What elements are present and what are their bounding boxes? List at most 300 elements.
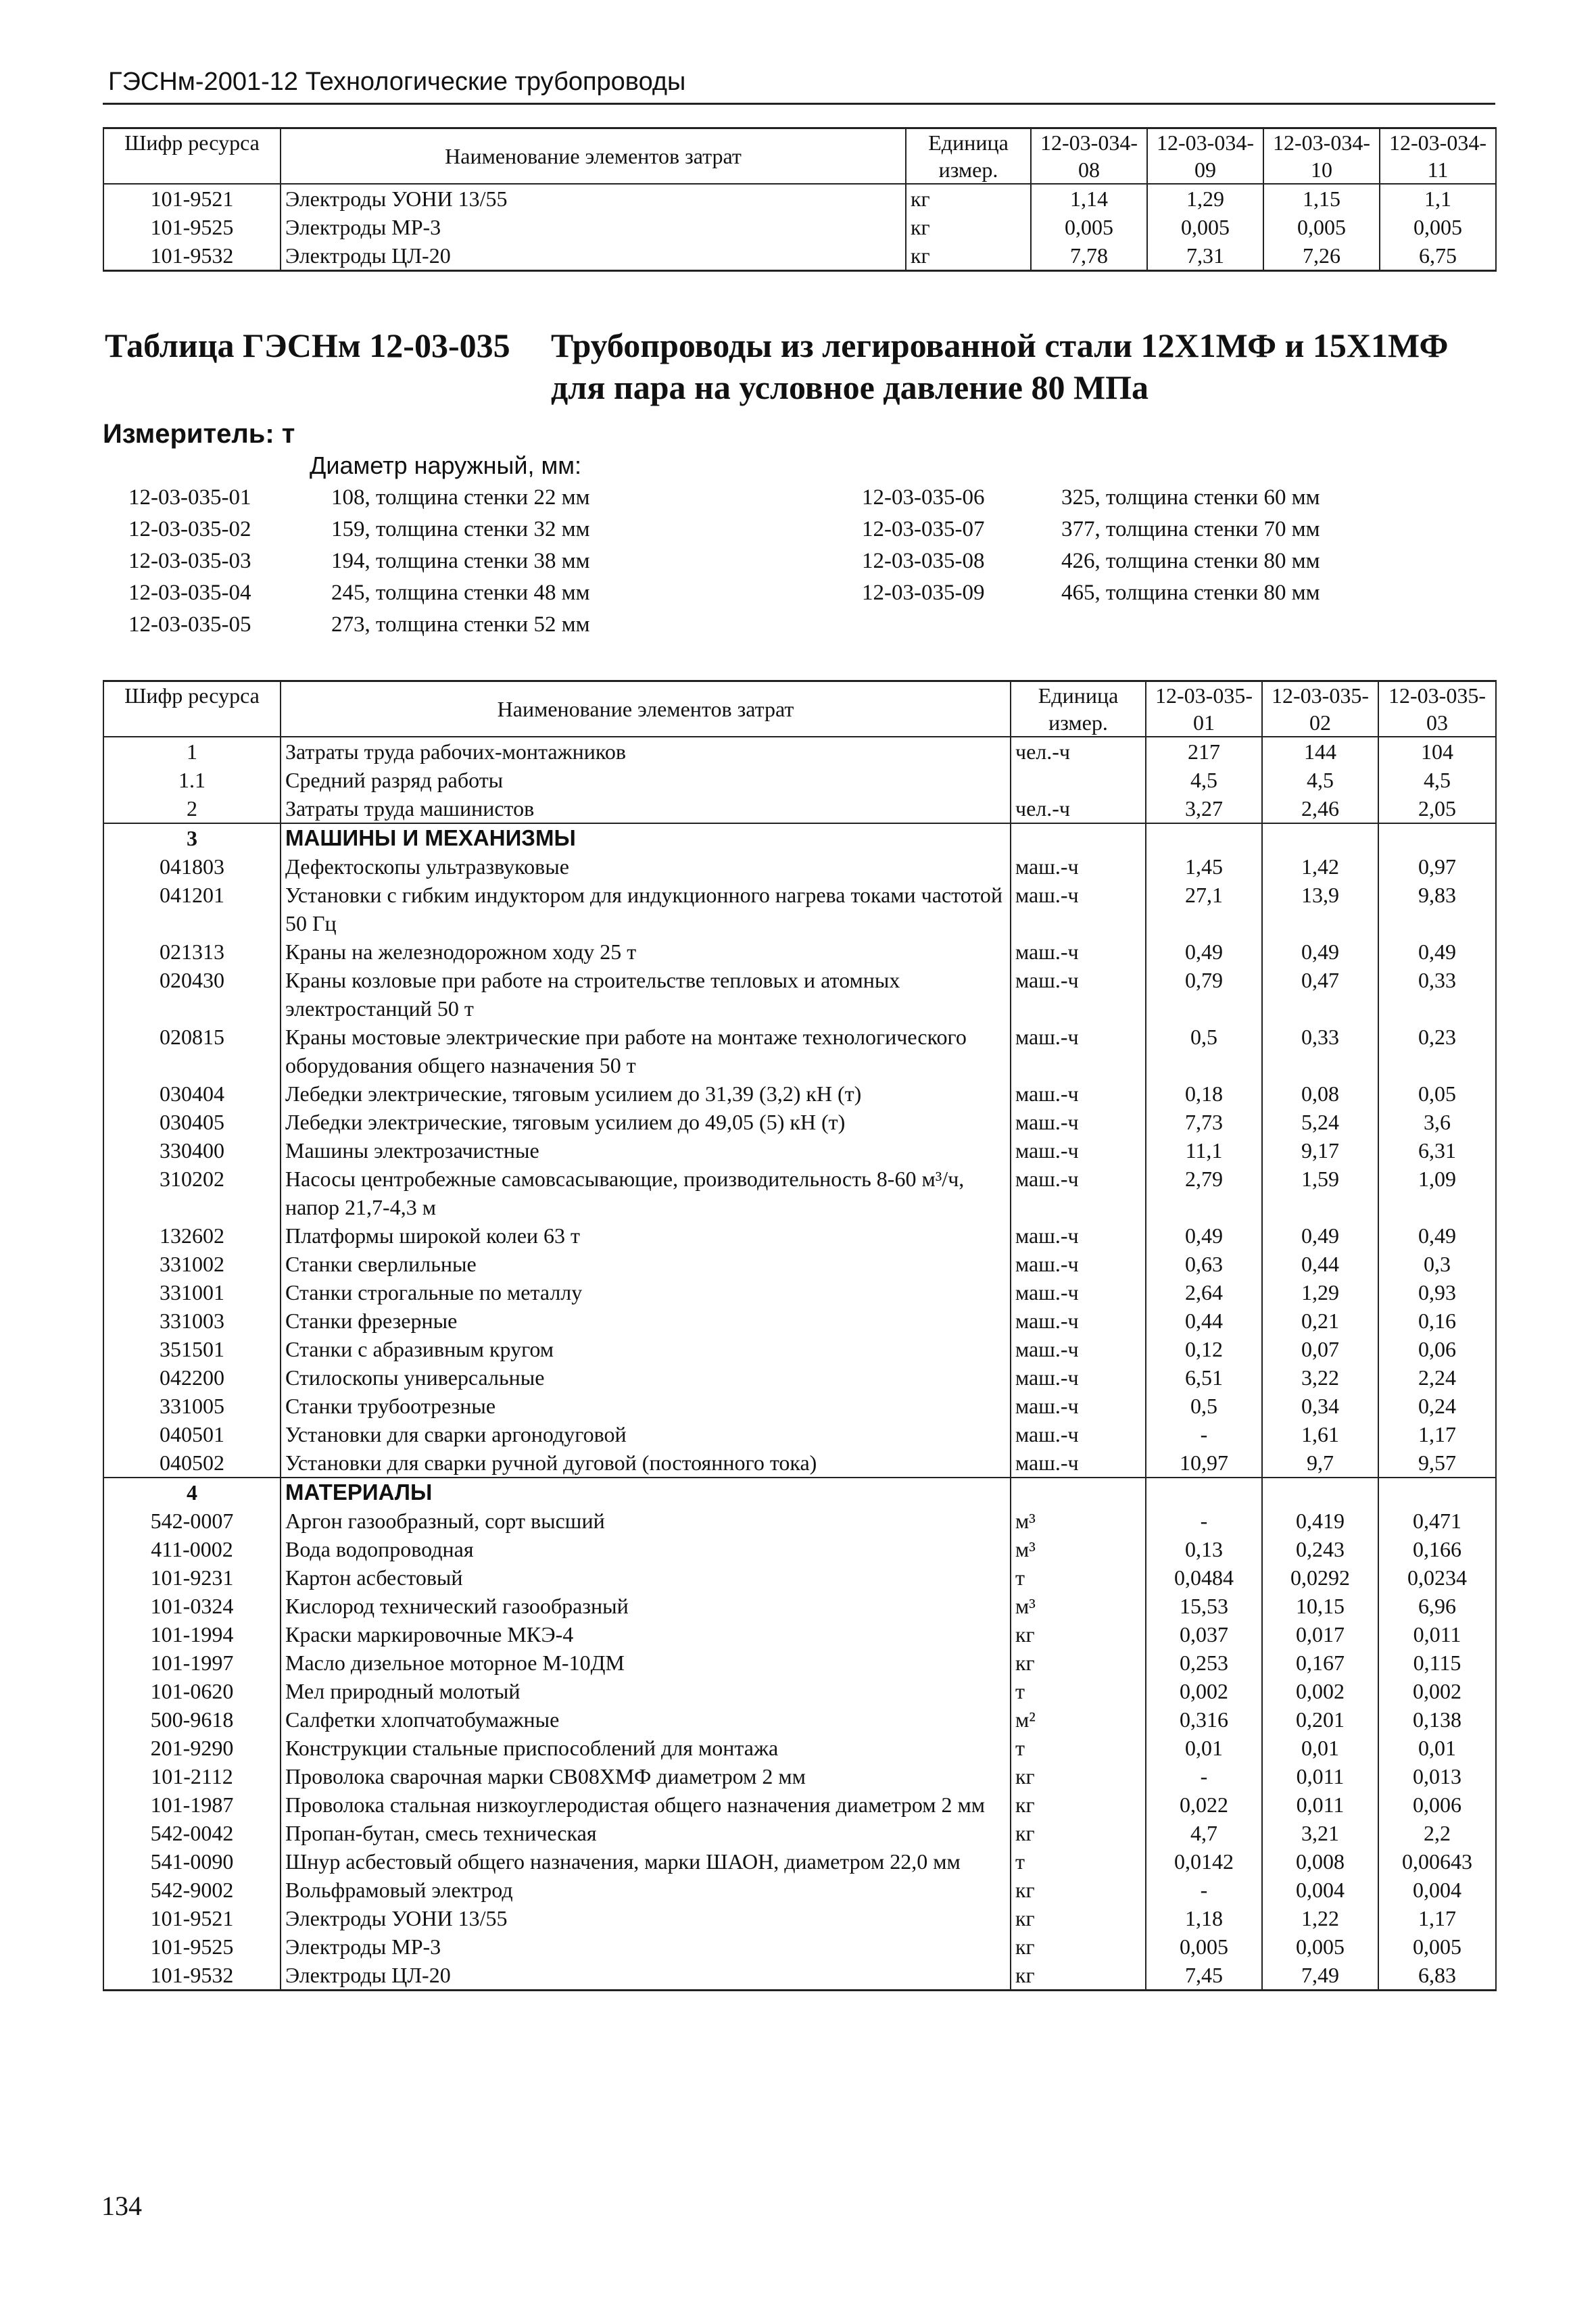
resource-code: 2: [103, 794, 281, 823]
resource-value: 0,002: [1262, 1677, 1378, 1705]
resource-name: Краны козловые при работе на строительстве тепловых и атомных электростанций 50 т: [281, 966, 1011, 1023]
resource-code: 3: [103, 823, 281, 852]
resource-unit: маш.-ч: [1011, 937, 1146, 966]
resource-value: 0,004: [1378, 1876, 1496, 1904]
resource-unit: т: [1011, 1563, 1146, 1592]
resource-value: 0,79: [1146, 966, 1262, 1023]
resource-value: 4,5: [1378, 766, 1496, 794]
variant-description: 245, толщина стенки 48 мм: [331, 581, 590, 605]
resource-value: 15,53: [1146, 1592, 1262, 1620]
resource-unit: т: [1011, 1847, 1146, 1876]
resource-code: 101-9521: [103, 1904, 281, 1932]
previous-table: [103, 127, 1497, 272]
resource-value: 1,42: [1262, 852, 1378, 881]
resource-value: 0,44: [1262, 1250, 1378, 1278]
resource-value: 6,51: [1146, 1363, 1262, 1392]
resource-value: 0,00643: [1378, 1847, 1496, 1876]
resource-code: 101-0620: [103, 1677, 281, 1705]
resource-value: 2,05: [1378, 794, 1496, 823]
table-row: [103, 1448, 1496, 1478]
resource-name: Проволока сварочная марки СВ08ХМФ диаметром 2 мм: [281, 1762, 1011, 1790]
table-row: [103, 966, 1496, 1023]
resource-value: 0,0234: [1378, 1563, 1496, 1592]
table-row: [103, 1363, 1496, 1392]
running-header: ГЭСНм-2001-12 Технологические трубопроводы: [108, 68, 686, 96]
resource-value: 0,12: [1146, 1335, 1262, 1363]
col-header-variant: 12-03-035-01: [1146, 681, 1262, 737]
resource-unit: м³: [1011, 1507, 1146, 1535]
resource-value: 2,24: [1378, 1363, 1496, 1392]
resource-value: 0,16: [1378, 1307, 1496, 1335]
table-row: [103, 881, 1496, 937]
resource-code: 021313: [103, 937, 281, 966]
resource-value: 0,253: [1146, 1649, 1262, 1677]
variant-description: 273, толщина стенки 52 мм: [331, 612, 590, 637]
resource-value: 1,29: [1147, 184, 1263, 213]
resource-value: 0,23: [1378, 1023, 1496, 1079]
resource-value: 1,45: [1146, 852, 1262, 881]
col-header-unit: Единица измер.: [1011, 681, 1146, 737]
resource-unit: маш.-ч: [1011, 1448, 1146, 1478]
resource-value: 0,3: [1378, 1250, 1496, 1278]
resource-unit: т: [1011, 1677, 1146, 1705]
resource-value: 0,49: [1146, 1221, 1262, 1250]
variant-description: 108, толщина стенки 22 мм: [331, 485, 590, 510]
resource-code: 201-9290: [103, 1734, 281, 1762]
resource-unit: маш.-ч: [1011, 1165, 1146, 1221]
table-row: [103, 1961, 1496, 1991]
resource-value: 9,57: [1378, 1448, 1496, 1478]
table-row: [103, 737, 1496, 766]
resource-value: 27,1: [1146, 881, 1262, 937]
resource-value: -: [1146, 1420, 1262, 1448]
resource-value: 1,29: [1262, 1278, 1378, 1307]
table-row: [103, 1620, 1496, 1649]
resource-code: 542-9002: [103, 1876, 281, 1904]
resource-unit: маш.-ч: [1011, 1392, 1146, 1420]
table-row: [103, 241, 1496, 271]
resource-unit: маш.-ч: [1011, 1023, 1146, 1079]
resource-unit: [1011, 1478, 1146, 1507]
resource-name: Кислород технический газообразный: [281, 1592, 1011, 1620]
resource-unit: т: [1011, 1734, 1146, 1762]
resource-value: 0,63: [1146, 1250, 1262, 1278]
resource-value: 0,243: [1262, 1535, 1378, 1563]
resource-value: 0,0142: [1146, 1847, 1262, 1876]
resource-value: 0,013: [1378, 1762, 1496, 1790]
col-header-code: Шифр ресурса: [103, 128, 281, 185]
resource-code: 101-9525: [103, 1932, 281, 1961]
resource-value: 0,008: [1262, 1847, 1378, 1876]
resource-code: 041201: [103, 881, 281, 937]
col-header-variant: 12-03-035-03: [1378, 681, 1496, 737]
resource-value: 1,17: [1378, 1904, 1496, 1932]
resource-code: 541-0090: [103, 1847, 281, 1876]
table-row: [103, 1563, 1496, 1592]
resource-value: 0,0292: [1262, 1563, 1378, 1592]
resource-value: -: [1146, 1876, 1262, 1904]
resource-value: 0,471: [1378, 1507, 1496, 1535]
resource-value: [1262, 1478, 1378, 1507]
resource-value: 0,005: [1147, 213, 1263, 241]
resource-unit: маш.-ч: [1011, 1307, 1146, 1335]
resource-value: 0,005: [1031, 213, 1147, 241]
resource-value: 217: [1146, 737, 1262, 766]
resource-code: 4: [103, 1478, 281, 1507]
resource-value: 0,93: [1378, 1278, 1496, 1307]
variant-description: 159, толщина стенки 32 мм: [331, 517, 590, 541]
resource-unit: кг: [906, 184, 1031, 213]
col-header-name: Наименование элементов затрат: [281, 681, 1011, 737]
resource-unit: маш.-ч: [1011, 1250, 1146, 1278]
col-header-variant: 12-03-034-11: [1380, 128, 1496, 185]
resource-value: 1,14: [1031, 184, 1147, 213]
resource-value: 0,002: [1378, 1677, 1496, 1705]
resource-value: 0,005: [1378, 1932, 1496, 1961]
resource-code: 330400: [103, 1136, 281, 1165]
resource-value: 4,5: [1262, 766, 1378, 794]
resource-value: 0,011: [1262, 1762, 1378, 1790]
resource-value: 0,0484: [1146, 1563, 1262, 1592]
resource-value: 3,27: [1146, 794, 1262, 823]
resource-value: 0,18: [1146, 1079, 1262, 1108]
resource-name: Вода водопроводная: [281, 1535, 1011, 1563]
resource-value: 0,419: [1262, 1507, 1378, 1535]
resource-name: Установки для сварки ручной дуговой (постоянного тока): [281, 1448, 1011, 1478]
resource-value: 0,115: [1378, 1649, 1496, 1677]
resource-value: 1,18: [1146, 1904, 1262, 1932]
resource-code: 101-0324: [103, 1592, 281, 1620]
resource-value: 2,46: [1262, 794, 1378, 823]
resource-value: 0,97: [1378, 852, 1496, 881]
resource-code: 101-9231: [103, 1563, 281, 1592]
resource-value: 0,002: [1146, 1677, 1262, 1705]
resource-code: 101-1997: [103, 1649, 281, 1677]
table-code: Таблица ГЭСНм 12-03-035: [105, 326, 510, 364]
variant-code: 12-03-035-01: [128, 485, 251, 510]
resource-code: 101-1994: [103, 1620, 281, 1649]
page-number: 134: [101, 2191, 142, 2221]
table-row: [103, 1535, 1496, 1563]
resource-value: 0,166: [1378, 1535, 1496, 1563]
resource-value: 0,005: [1262, 1932, 1378, 1961]
resource-code: 1: [103, 737, 281, 766]
resource-name: Краны мостовые электрические при работе на монтаже технологического оборудования общего назначения 50 т: [281, 1023, 1011, 1079]
table-row: [103, 766, 1496, 794]
resource-unit: [1011, 823, 1146, 852]
resource-unit: маш.-ч: [1011, 966, 1146, 1023]
resource-code: 1.1: [103, 766, 281, 794]
resource-name: Станки строгальные по металлу: [281, 1278, 1011, 1307]
resource-value: 0,316: [1146, 1705, 1262, 1734]
resource-unit: кг: [1011, 1649, 1146, 1677]
table-title-line2: для пара на условное давление 80 МПа: [551, 368, 1149, 406]
section-row: [103, 823, 1496, 852]
resource-unit: [1011, 766, 1146, 794]
resource-code: 101-9521: [103, 184, 281, 213]
resource-value: 0,49: [1378, 937, 1496, 966]
table-row: [103, 1023, 1496, 1079]
resource-name: Установки для сварки аргонодуговой: [281, 1420, 1011, 1448]
resource-value: 0,49: [1262, 1221, 1378, 1250]
table-row: [103, 1507, 1496, 1535]
resource-value: 0,011: [1378, 1620, 1496, 1649]
col-header-variant: 12-03-035-02: [1262, 681, 1378, 737]
resource-value: [1378, 823, 1496, 852]
resource-value: 0,022: [1146, 1790, 1262, 1819]
resource-name: Затраты труда машинистов: [281, 794, 1011, 823]
resource-code: 500-9618: [103, 1705, 281, 1734]
table-row: [103, 1108, 1496, 1136]
resource-code: 331005: [103, 1392, 281, 1420]
resource-unit: маш.-ч: [1011, 1335, 1146, 1363]
table-row: [103, 1307, 1496, 1335]
resource-value: 1,15: [1263, 184, 1380, 213]
resource-value: 0,5: [1146, 1392, 1262, 1420]
col-header-code: Шифр ресурса: [103, 681, 281, 737]
table-row: [103, 1649, 1496, 1677]
resource-name: Стилоскопы универсальные: [281, 1363, 1011, 1392]
resource-name: Конструкции стальные приспособлений для монтажа: [281, 1734, 1011, 1762]
resource-table: [103, 680, 1497, 1991]
table-row: [103, 1392, 1496, 1420]
resource-code: 101-1987: [103, 1790, 281, 1819]
table-row: [103, 1734, 1496, 1762]
resource-code: 020430: [103, 966, 281, 1023]
resource-unit: чел.-ч: [1011, 737, 1146, 766]
resource-unit: маш.-ч: [1011, 1079, 1146, 1108]
resource-name: Краны на железнодорожном ходу 25 т: [281, 937, 1011, 966]
resource-name: Масло дизельное моторное М-10ДМ: [281, 1649, 1011, 1677]
variant-code: 12-03-035-09: [862, 581, 985, 605]
resource-value: 6,83: [1378, 1961, 1496, 1991]
resource-unit: кг: [1011, 1876, 1146, 1904]
resource-value: 7,49: [1262, 1961, 1378, 1991]
resource-unit: маш.-ч: [1011, 1420, 1146, 1448]
variant-code: 12-03-035-03: [128, 549, 251, 573]
resource-name: Станки трубоотрезные: [281, 1392, 1011, 1420]
resource-value: 0,47: [1262, 966, 1378, 1023]
resource-value: 0,005: [1380, 213, 1496, 241]
resource-value: 6,31: [1378, 1136, 1496, 1165]
variant-code: 12-03-035-04: [128, 581, 251, 605]
resource-unit: маш.-ч: [1011, 852, 1146, 881]
resource-name: Дефектоскопы ультразвуковые: [281, 852, 1011, 881]
resource-value: 11,1: [1146, 1136, 1262, 1165]
resource-value: 0,201: [1262, 1705, 1378, 1734]
meter-label: Измеритель: т: [103, 419, 295, 449]
table-row: [103, 1420, 1496, 1448]
resource-value: 0,5: [1146, 1023, 1262, 1079]
resource-unit: м²: [1011, 1705, 1146, 1734]
resource-unit: маш.-ч: [1011, 1278, 1146, 1307]
resource-value: 1,61: [1262, 1420, 1378, 1448]
variant-code: 12-03-035-07: [862, 517, 985, 541]
table-row: [103, 1847, 1496, 1876]
col-header-variant: 12-03-034-09: [1147, 128, 1263, 185]
resource-unit: маш.-ч: [1011, 1136, 1146, 1165]
table-row: [103, 1278, 1496, 1307]
resource-name: Затраты труда рабочих-монтажников: [281, 737, 1011, 766]
resource-code: 331002: [103, 1250, 281, 1278]
resource-code: 542-0007: [103, 1507, 281, 1535]
resource-unit: маш.-ч: [1011, 1221, 1146, 1250]
resource-value: 0,01: [1146, 1734, 1262, 1762]
resource-name: Средний разряд работы: [281, 766, 1011, 794]
resource-value: 0,167: [1262, 1649, 1378, 1677]
resource-unit: кг: [906, 241, 1031, 271]
resource-value: 0,017: [1262, 1620, 1378, 1649]
resource-value: 0,037: [1146, 1620, 1262, 1649]
resource-value: 1,59: [1262, 1165, 1378, 1221]
resource-value: 5,24: [1262, 1108, 1378, 1136]
resource-name: Электроды МР-3: [281, 1932, 1011, 1961]
resource-name: Мел природный молотый: [281, 1677, 1011, 1705]
col-header-variant: 12-03-034-08: [1031, 128, 1147, 185]
resource-value: 3,21: [1262, 1819, 1378, 1847]
resource-value: 1,22: [1262, 1904, 1378, 1932]
resource-code: 020815: [103, 1023, 281, 1079]
table-row: [103, 1705, 1496, 1734]
table-row: [103, 1079, 1496, 1108]
table-row: [103, 937, 1496, 966]
table-row: [103, 1221, 1496, 1250]
resource-value: 0,006: [1378, 1790, 1496, 1819]
resource-value: 0,005: [1146, 1932, 1262, 1961]
resource-value: 0,01: [1378, 1734, 1496, 1762]
resource-value: 0,004: [1262, 1876, 1378, 1904]
resource-name: Станки фрезерные: [281, 1307, 1011, 1335]
resource-unit: кг: [1011, 1961, 1146, 1991]
resource-code: 101-2112: [103, 1762, 281, 1790]
resource-name: Электроды МР-3: [281, 213, 906, 241]
resource-value: 1,1: [1380, 184, 1496, 213]
resource-value: 6,75: [1380, 241, 1496, 271]
table-row: [103, 1904, 1496, 1932]
resource-code: 030405: [103, 1108, 281, 1136]
resource-value: 2,2: [1378, 1819, 1496, 1847]
resource-unit: кг: [1011, 1790, 1146, 1819]
table-row: [103, 1790, 1496, 1819]
resource-value: 9,83: [1378, 881, 1496, 937]
resource-value: -: [1146, 1762, 1262, 1790]
resource-name: Установки с гибким индуктором для индукционного нагрева токами частотой 50 Гц: [281, 881, 1011, 937]
table-row: [103, 184, 1496, 213]
table-row: [103, 1932, 1496, 1961]
resource-unit: кг: [1011, 1819, 1146, 1847]
section-row: [103, 1478, 1496, 1507]
resource-name: Салфетки хлопчатобумажные: [281, 1705, 1011, 1734]
resource-name: Пропан-бутан, смесь техническая: [281, 1819, 1011, 1847]
resource-value: 0,34: [1262, 1392, 1378, 1420]
resource-value: 3,6: [1378, 1108, 1496, 1136]
resource-name: Аргон газообразный, сорт высший: [281, 1507, 1011, 1535]
resource-value: 0,33: [1262, 1023, 1378, 1079]
resource-value: 3,22: [1262, 1363, 1378, 1392]
table-row: [103, 852, 1496, 881]
resource-value: [1146, 1478, 1262, 1507]
resource-value: 0,24: [1378, 1392, 1496, 1420]
resource-unit: кг: [1011, 1932, 1146, 1961]
resource-name: Лебедки электрические, тяговым усилием до 49,05 (5) кН (т): [281, 1108, 1011, 1136]
resource-name: Картон асбестовый: [281, 1563, 1011, 1592]
resource-unit: кг: [1011, 1904, 1146, 1932]
resource-code: 040502: [103, 1448, 281, 1478]
resource-code: 040501: [103, 1420, 281, 1448]
table-row: [103, 1876, 1496, 1904]
resource-unit: кг: [1011, 1762, 1146, 1790]
resource-name: Станки с абразивным кругом: [281, 1335, 1011, 1363]
resource-code: 331001: [103, 1278, 281, 1307]
resource-name: Электроды УОНИ 13/55: [281, 184, 906, 213]
table-row: [103, 1136, 1496, 1165]
variant-description: 377, толщина стенки 70 мм: [1061, 517, 1320, 541]
resource-unit: кг: [1011, 1620, 1146, 1649]
resource-value: 0,005: [1263, 213, 1380, 241]
resource-value: [1378, 1478, 1496, 1507]
resource-value: 10,97: [1146, 1448, 1262, 1478]
table-row: [103, 1762, 1496, 1790]
variant-description: 465, толщина стенки 80 мм: [1061, 581, 1320, 605]
resource-value: 0,44: [1146, 1307, 1262, 1335]
table-title: [105, 324, 1449, 406]
resource-value: 0,05: [1378, 1079, 1496, 1108]
resource-value: [1262, 823, 1378, 852]
table-row: [103, 213, 1496, 241]
resource-value: 9,7: [1262, 1448, 1378, 1478]
table-row: [103, 1592, 1496, 1620]
resource-value: 0,21: [1262, 1307, 1378, 1335]
col-header-variant: 12-03-034-10: [1263, 128, 1380, 185]
resource-value: 9,17: [1262, 1136, 1378, 1165]
table-row: [103, 1250, 1496, 1278]
resource-code: 411-0002: [103, 1535, 281, 1563]
resource-code: 351501: [103, 1335, 281, 1363]
col-header-unit: Единица измер.: [906, 128, 1031, 185]
variant-code: 12-03-035-05: [128, 612, 251, 637]
resource-value: 0,06: [1378, 1335, 1496, 1363]
resource-value: 0,07: [1262, 1335, 1378, 1363]
resource-name: Проволока стальная низкоуглеродистая общего назначения диаметром 2 мм: [281, 1790, 1011, 1819]
resource-value: 2,64: [1146, 1278, 1262, 1307]
resource-value: 0,13: [1146, 1535, 1262, 1563]
resource-unit: м³: [1011, 1535, 1146, 1563]
variant-description: 426, толщина стенки 80 мм: [1061, 549, 1320, 573]
resource-value: 7,45: [1146, 1961, 1262, 1991]
resource-value: 10,15: [1262, 1592, 1378, 1620]
resource-code: 132602: [103, 1221, 281, 1250]
resource-name: Электроды ЦЛ-20: [281, 1961, 1011, 1991]
resource-name: Станки сверлильные: [281, 1250, 1011, 1278]
resource-code: 542-0042: [103, 1819, 281, 1847]
table-title-line1: Трубопроводы из легированной стали 12Х1МФ и 15Х1МФ: [551, 326, 1449, 364]
col-header-name: Наименование элементов затрат: [281, 128, 906, 185]
resource-code: 101-9525: [103, 213, 281, 241]
resource-value: 0,33: [1378, 966, 1496, 1023]
resource-name: Платформы широкой колеи 63 т: [281, 1221, 1011, 1250]
resource-value: 0,49: [1262, 937, 1378, 966]
resource-name: Шнур асбестовый общего назначения, марки ШАОН, диаметром 22,0 мм: [281, 1847, 1011, 1876]
resource-value: 7,78: [1031, 241, 1147, 271]
resource-name: Насосы центробежные самовсасывающие, производительность 8-60 м³/ч, напор 21,7-4,3 м: [281, 1165, 1011, 1221]
resource-value: 7,73: [1146, 1108, 1262, 1136]
resource-value: 2,79: [1146, 1165, 1262, 1221]
table-row: [103, 1335, 1496, 1363]
resource-code: 101-9532: [103, 1961, 281, 1991]
resource-name: МАТЕРИАЛЫ: [281, 1478, 1011, 1507]
variant-code: 12-03-035-06: [862, 485, 985, 510]
resource-value: 6,96: [1378, 1592, 1496, 1620]
